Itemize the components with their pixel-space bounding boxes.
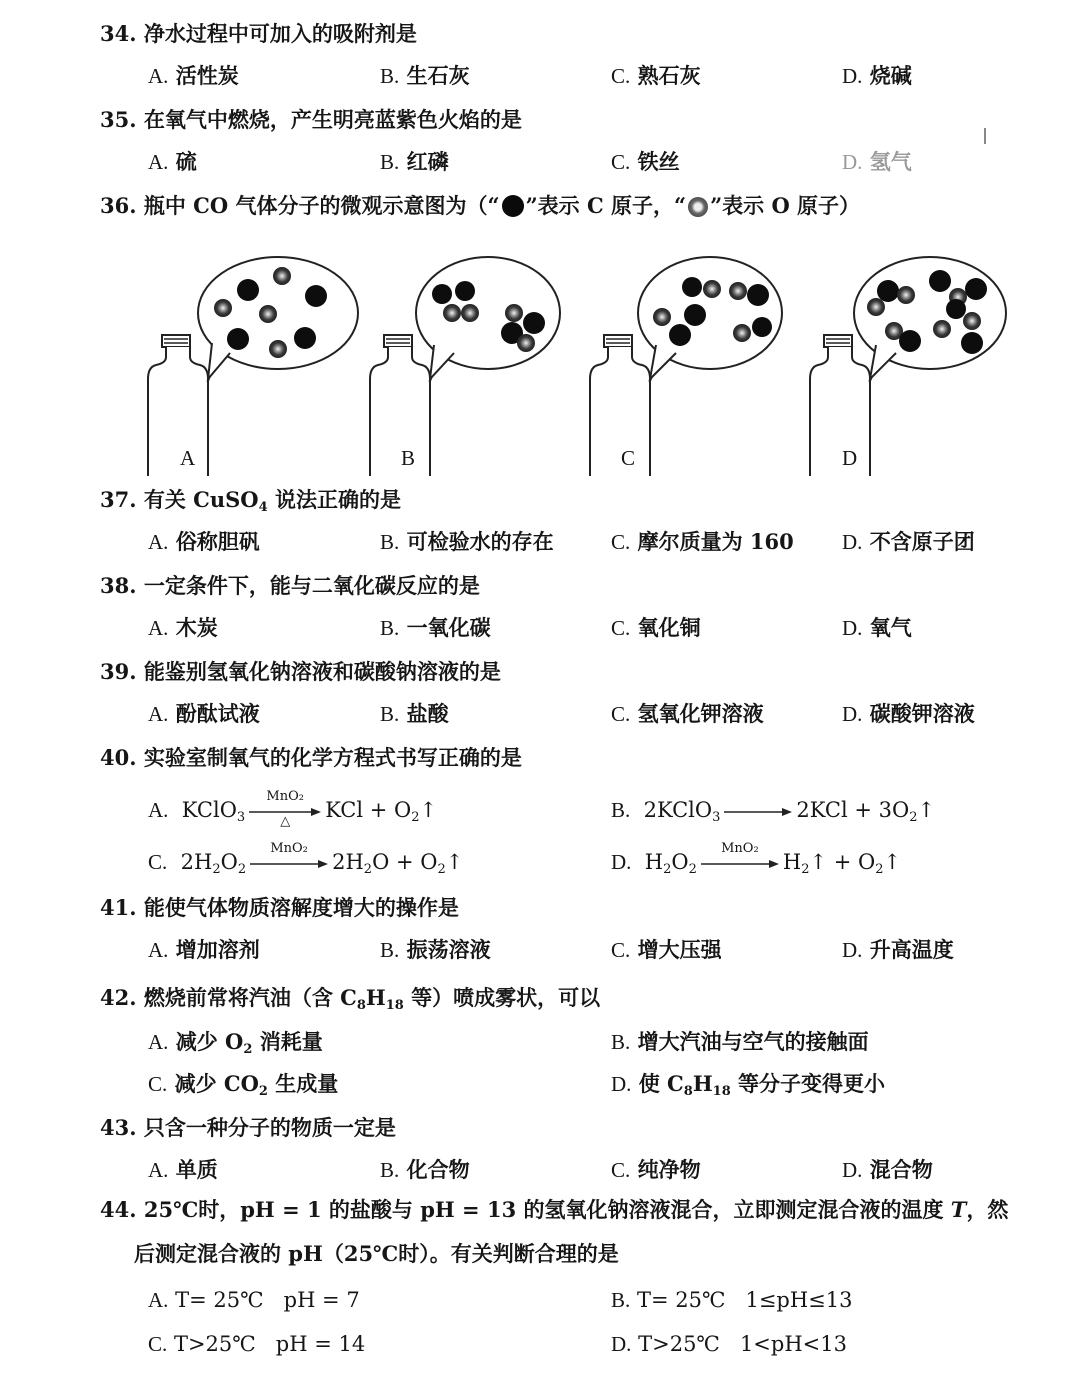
question-43-stem: 43. 只含一种分子的物质一定是 (100, 1115, 396, 1140)
option-label: D. (842, 530, 863, 554)
option-text: 消耗量 (252, 1029, 323, 1054)
q44-option-d (611, 1330, 847, 1358)
option-text: 氢气 (869, 149, 912, 174)
option-text: 氧化铜 (637, 615, 701, 640)
catalyst-label: MnO₂ (266, 788, 304, 804)
question-37-stem (100, 486, 401, 514)
option-text: 减少 O (175, 1029, 244, 1054)
stem-text: 42. 燃烧前常将汽油（含 C (100, 985, 357, 1010)
question-34-stem: 34. 净水过程中可加入的吸附剂是 (100, 21, 417, 46)
option-text: 增加溶剂 (175, 937, 260, 962)
option-text: 振荡溶液 (406, 937, 491, 962)
bottle-d (810, 257, 1006, 476)
option-label: A. (148, 1030, 169, 1054)
figure-label-a: A (180, 446, 196, 470)
q38-option-a (148, 614, 218, 642)
equation-d: $H_2O_2$ MnO₂ $H_2↑$ + $O_2↑$ (644, 840, 902, 877)
q38-option-d (842, 614, 912, 642)
option-label: A. (148, 530, 169, 554)
subscript: 4 (258, 500, 268, 515)
option-text: 单质 (175, 1157, 218, 1182)
option-text: 氢氧化钾溶液 (637, 701, 764, 726)
option-label: C. (148, 1332, 168, 1356)
option-text: T= 25℃ pH = 7 (175, 1288, 360, 1312)
option-text: 生成量 (267, 1071, 339, 1096)
option-label: D. (611, 1332, 632, 1356)
option-text: 使 C (638, 1071, 684, 1096)
molecule-diagram (130, 236, 1030, 476)
option-label: C. (148, 850, 168, 874)
option-label: B. (380, 64, 400, 88)
question-44-stem-line2: 后测定混合液的 pH（25℃时）。有关判断合理的是 (134, 1241, 619, 1266)
q37-option-d (842, 528, 975, 556)
option-label: C. (611, 702, 631, 726)
subscript: 8 (356, 998, 366, 1013)
option-text: 氧气 (869, 615, 912, 640)
option-label: D. (611, 850, 632, 874)
q43-option-a (148, 1156, 218, 1184)
option-text: T>25℃ pH = 14 (173, 1332, 366, 1356)
catalyst-label: MnO₂ (721, 840, 759, 856)
option-text: 混合物 (869, 1157, 933, 1182)
stem-text: 44. 25℃时，pH = 1 的盐酸与 pH = 13 的氢氧化钠溶液混合，立即测定混合液的温度 (100, 1197, 951, 1222)
q44-option-a (148, 1286, 360, 1314)
option-label: B. (380, 1158, 400, 1182)
subscript: 2 (258, 1084, 268, 1099)
option-text: 摩尔质量为 160 (637, 529, 794, 554)
option-label: B. (380, 702, 400, 726)
option-label: C. (611, 616, 631, 640)
option-text: 红磷 (406, 149, 449, 174)
option-label: A. (148, 938, 169, 962)
option-label: A. (148, 616, 169, 640)
q39-option-c (611, 700, 764, 728)
q43-option-d (842, 1156, 933, 1184)
q37-option-a (148, 528, 260, 556)
q34-option-d (842, 62, 912, 90)
q39-option-b (380, 700, 449, 728)
stem-text: 说法正确的是 (267, 487, 401, 512)
option-text: 碳酸钾溶液 (869, 701, 975, 726)
option-text: 烧碱 (869, 63, 912, 88)
equation-c: $2H_2O_2$ MnO₂ $2H_2O$ + $O_2↑$ (180, 840, 464, 877)
option-label: C. (611, 938, 631, 962)
option-text: 酚酞试液 (175, 701, 260, 726)
stem-text: 37. 有关 CuSO (100, 487, 259, 512)
option-label: A. (148, 150, 169, 174)
option-text: 减少 CO (174, 1071, 259, 1096)
temperature-symbol: T (950, 1197, 967, 1222)
q43-option-b (380, 1156, 470, 1184)
figure-label-c: C (621, 446, 636, 470)
option-label: B. (611, 1288, 631, 1312)
option-text: 俗称胆矾 (175, 529, 260, 554)
option-label: B. (611, 798, 631, 822)
option-label: B. (380, 530, 400, 554)
q38-option-b (380, 614, 491, 642)
q44-option-c (148, 1330, 365, 1358)
option-label: C. (148, 1072, 168, 1096)
option-label: D. (611, 1072, 632, 1096)
stem-text: 等）喷成雾状，可以 (403, 985, 601, 1010)
q34-option-b (380, 62, 470, 90)
figure-label-b: B (401, 446, 416, 470)
option-label: A. (148, 64, 169, 88)
option-label: D. (842, 64, 863, 88)
option-text: 生石灰 (406, 63, 470, 88)
question-40-stem: 40. 实验室制氧气的化学方程式书写正确的是 (100, 745, 522, 770)
option-label: B. (611, 1030, 631, 1054)
q44-option-b (611, 1286, 853, 1314)
q42-option-a (148, 1028, 323, 1056)
option-label: B. (380, 938, 400, 962)
q39-option-d (842, 700, 975, 728)
heat-symbol: △ (280, 813, 291, 829)
option-text: 纯净物 (637, 1157, 701, 1182)
subscript: 2 (243, 1042, 253, 1057)
option-label: D. (842, 150, 863, 174)
reaction-arrow (701, 840, 779, 869)
option-text: H (692, 1071, 713, 1096)
carbon-atom-icon (502, 195, 524, 217)
option-label: B. (380, 616, 400, 640)
option-label: B. (380, 150, 400, 174)
q37-option-b (380, 528, 554, 556)
equation-a: KClO$_3$ MnO₂ △ KCl + $O_2↑$ (181, 788, 438, 829)
option-label: C. (611, 1158, 631, 1182)
q38-option-c (611, 614, 701, 642)
reaction-arrow (724, 807, 792, 817)
option-text: 活性炭 (175, 63, 239, 88)
q34-option-c (611, 62, 701, 90)
figure-label-d: D (842, 446, 858, 470)
q41-option-b (380, 936, 491, 964)
option-text: 可检验水的存在 (406, 529, 554, 554)
option-text: T>25℃ 1<pH<13 (638, 1332, 847, 1356)
q42-option-b (611, 1028, 869, 1056)
scan-mark (984, 128, 986, 144)
bottle-b (370, 257, 560, 476)
q42-option-d (611, 1070, 885, 1098)
question-41-stem: 41. 能使气体物质溶解度增大的操作是 (100, 895, 459, 920)
option-label: A. (148, 798, 169, 822)
question-44-stem-line1 (100, 1196, 1008, 1224)
bottle-a (148, 257, 358, 476)
option-label: C. (611, 64, 631, 88)
option-label: A. (148, 702, 169, 726)
q39-option-a (148, 700, 260, 728)
option-text: 升高温度 (869, 937, 954, 962)
q34-option-a (148, 62, 239, 90)
option-label: A. (148, 1158, 169, 1182)
q42-option-c (148, 1070, 338, 1098)
bottle-c (590, 257, 782, 476)
option-label: D. (842, 938, 863, 962)
q40-option-a (148, 788, 438, 829)
q41-option-c (611, 936, 722, 964)
q35-option-d (842, 148, 912, 176)
option-text: 木炭 (175, 615, 218, 640)
option-label: A. (148, 1288, 169, 1312)
q40-option-c (148, 840, 464, 877)
q41-option-d (842, 936, 954, 964)
option-text: 一氧化碳 (406, 615, 491, 640)
subscript: 8 (683, 1084, 693, 1099)
q37-option-c (611, 528, 794, 556)
option-text: 等分子变得更小 (730, 1071, 886, 1096)
subscript: 18 (385, 998, 404, 1013)
option-text: 不含原子团 (869, 529, 975, 554)
option-label: C. (611, 530, 631, 554)
option-text: 硫 (175, 149, 197, 174)
stem-text: 36. 瓶中 CO 气体分子的微观示意图为（“ (100, 193, 500, 218)
q40-option-b (611, 796, 935, 824)
stem-text: ”表示 C 原子，“ (525, 193, 687, 218)
reaction-arrow (249, 788, 321, 829)
option-text: T= 25℃ 1≤pH≤13 (636, 1288, 853, 1312)
option-text: 铁丝 (637, 149, 680, 174)
q40-option-d (611, 840, 902, 877)
question-42-stem (100, 984, 600, 1012)
subscript: 18 (712, 1084, 731, 1099)
option-label: D. (842, 1158, 863, 1182)
q35-option-b (380, 148, 449, 176)
option-label: D. (842, 702, 863, 726)
question-36-stem (100, 192, 860, 220)
reaction-arrow (250, 840, 328, 869)
oxygen-atom-icon (688, 197, 708, 217)
q41-option-a (148, 936, 260, 964)
equation-b: 2KClO$_3$ $2KCl + 3O_2↑$ (643, 798, 936, 825)
stem-text: H (365, 985, 386, 1010)
option-label: C. (611, 150, 631, 174)
option-text: 盐酸 (406, 701, 449, 726)
option-text: 熟石灰 (637, 63, 701, 88)
option-label: D. (842, 616, 863, 640)
q35-option-a (148, 148, 197, 176)
stem-text: ，然 (966, 1197, 1009, 1222)
question-39-stem: 39. 能鉴别氢氧化钠溶液和碳酸钠溶液的是 (100, 659, 501, 684)
stem-text: ”表示 O 原子） (710, 193, 861, 218)
option-text: 增大汽油与空气的接触面 (637, 1029, 869, 1054)
q43-option-c (611, 1156, 701, 1184)
option-text: 化合物 (406, 1157, 470, 1182)
question-38-stem: 38. 一定条件下，能与二氧化碳反应的是 (100, 573, 480, 598)
question-35-stem: 35. 在氧气中燃烧，产生明亮蓝紫色火焰的是 (100, 107, 522, 132)
catalyst-label: MnO₂ (270, 840, 308, 856)
q35-option-c (611, 148, 680, 176)
option-text: 增大压强 (637, 937, 722, 962)
